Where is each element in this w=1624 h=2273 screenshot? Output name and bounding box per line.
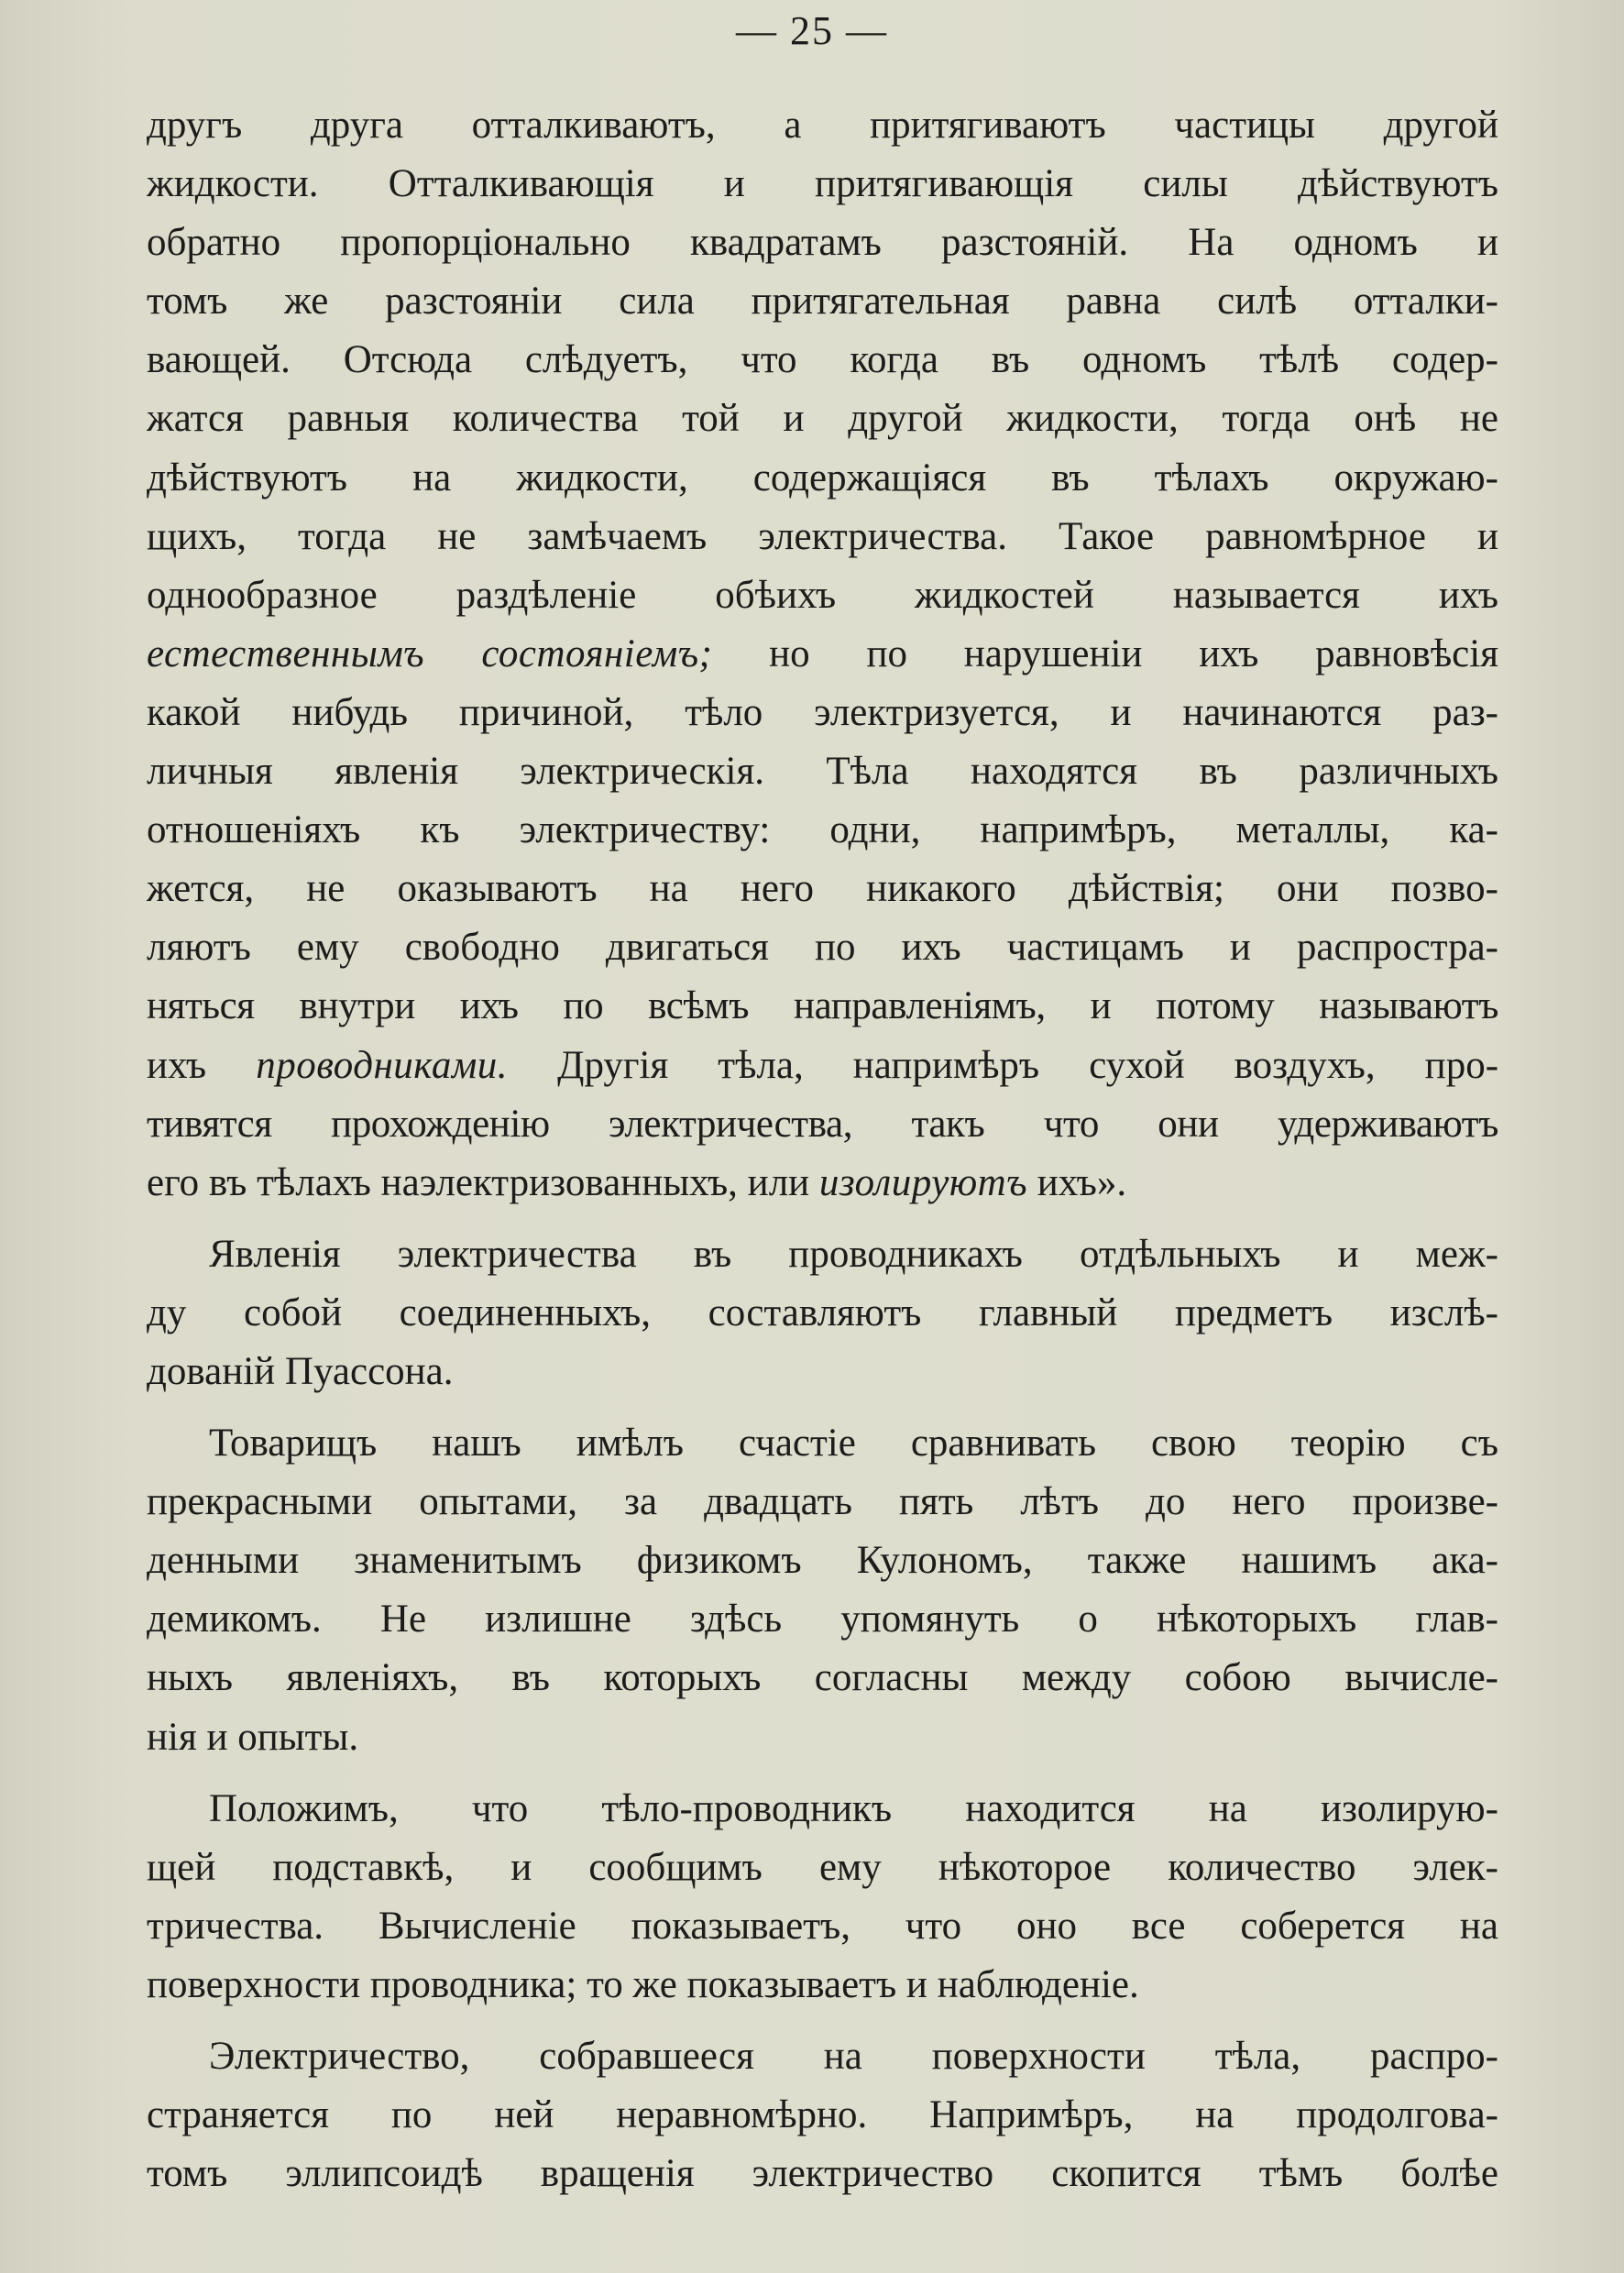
text-line: тивятся прохожденію электричества, такъ что они удерживаютъ — [147, 1102, 1498, 1146]
text-line: дѣйствуютъ на жидкости, содержащіяся въ тѣлахъ окружаю- — [147, 456, 1498, 500]
text-line: обратно пропорціонально квадратамъ разстояній. На одномъ и — [147, 221, 1498, 265]
text-line: Товарищъ нашъ имѣлъ счастіе сравнивать свою теорію съ — [209, 1422, 1498, 1466]
paragraph — [147, 96, 1498, 1213]
text-line: томъ эллипсоидѣ вращенія электричество скопится тѣмъ болѣе — [147, 2152, 1498, 2196]
text-line: однообразное раздѣленіе обѣихъ жидкостей называется ихъ — [147, 573, 1498, 617]
text-line — [147, 625, 1498, 684]
text-line: дованій Пуассона. — [147, 1349, 454, 1393]
paragraph — [147, 2027, 1498, 2203]
italic-term: естественнымъ состояніемъ; — [147, 631, 713, 675]
text-line: поверхности проводника; то же показываетъ и наблюденіе. — [147, 1962, 1139, 2006]
text-line: вающей. Отсюда слѣдуетъ, что когда въ одномъ тѣлѣ содер- — [147, 338, 1498, 382]
text-line: жется, не оказываютъ на него никакого дѣйствія; они позво- — [147, 867, 1498, 911]
text-fragment: но по нарушеніи ихъ равновѣсія — [712, 631, 1498, 675]
text-line: ныхъ явленіяхъ, въ которыхъ согласны между собою вычисле- — [147, 1656, 1498, 1700]
text-line: денными знаменитымъ физикомъ Кулономъ, также нашимъ ака- — [147, 1539, 1498, 1583]
text-line: отношеніяхъ къ электричеству: одни, напримѣръ, металлы, ка- — [147, 808, 1498, 852]
text-line: жидкости. Отталкивающія и притягивающія силы дѣйствуютъ — [147, 162, 1498, 206]
text-line: тричества. Вычисленіе показываетъ, что оно все соберется на — [147, 1904, 1498, 1948]
paragraph — [147, 1414, 1498, 1767]
text-line: томъ же разстояніи сила притягательная равна силѣ отталки- — [147, 280, 1498, 324]
text-line: другъ друга отталкиваютъ, а притягиваютъ частицы другой — [147, 104, 1498, 147]
text-fragment: ихъ — [147, 1043, 257, 1087]
text-line: страняется по ней неравномѣрно. Напримѣръ, на продолговa- — [147, 2093, 1498, 2137]
text-line: Явленія электричества въ проводникахъ отдѣльныхъ и меж- — [209, 1232, 1498, 1276]
paragraph — [147, 1780, 1498, 2015]
text-line: нія и опыты. — [147, 1715, 359, 1759]
text-body — [147, 96, 1498, 2203]
text-line: какой нибудь причиной, тѣло электризуется, и начинаются раз- — [147, 690, 1498, 734]
text-line: Электричество, собравшееся на поверхности тѣла, распро- — [209, 2035, 1498, 2078]
text-fragment: его въ тѣлахъ наэлектризованныхъ, или — [147, 1160, 819, 1204]
italic-term: проводниками. — [256, 1043, 509, 1087]
text-fragment: ихъ». — [1027, 1160, 1127, 1204]
text-line: личныя явленія электрическія. Тѣла находятся въ различныхъ — [147, 750, 1498, 794]
text-fragment: Другія тѣла, напримѣръ сухой воздухъ, про- — [508, 1043, 1498, 1087]
text-line — [147, 1037, 1498, 1095]
text-line: прекрасными опытами, за двадцать пять лѣтъ до него произве- — [147, 1480, 1498, 1524]
text-line: демикомъ. Не излишне здѣсь упомянуть о нѣкоторыхъ глав- — [147, 1598, 1498, 1642]
page-number: — 25 — — [736, 8, 888, 53]
text-line: щей подставкѣ, и сообщимъ ему нѣкоторое количество элек- — [147, 1845, 1498, 1889]
text-line: жатся равныя количества той и другой жидкости, тогда онѣ не — [147, 397, 1498, 441]
text-line: няться внутри ихъ по всѣмъ направленіямъ, и потому называютъ — [147, 984, 1498, 1028]
text-line: Положимъ, что тѣло-проводникъ находится на изолирую- — [209, 1786, 1498, 1830]
text-line: щихъ, тогда не замѣчаемъ электричества. Такое равномѣрное и — [147, 514, 1498, 558]
text-line — [147, 1154, 1498, 1213]
italic-term: изолируютъ — [818, 1160, 1028, 1204]
text-line: ляютъ ему свободно двигаться по ихъ частицамъ и распростра- — [147, 926, 1498, 970]
paragraph — [147, 1225, 1498, 1401]
text-line: ду собой соединенныхъ, составляютъ главный предметъ изслѣ- — [147, 1290, 1498, 1334]
